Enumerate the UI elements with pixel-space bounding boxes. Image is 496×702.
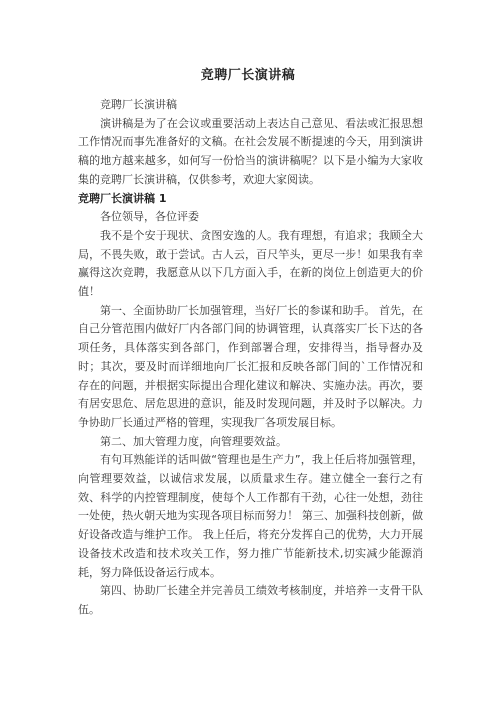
document-body — [78, 96, 423, 620]
paragraph-subtitle: 竞聘厂长演讲稿 — [100, 98, 177, 111]
paragraph-point-two-three: 有句耳熟能详的话叫做“管理也是生产力”，我上任后将加强管理，向管理要效益，以诚信求发展，以质量求生存。建立健全一套行之有效、科学的内控管理制度，使每个人工作都有干劲，心往一处想，劲往一处使，热火朝天地为实现各项目标而努力！ 第三、加强科技创新，做好设备改造与维护工作。 我上任后，将充分发挥自己的优势，大力开展设备技术改造和技术攻关工作，努力推广节能新技术,切实减少能源消耗，努力降低设备运行成本。 — [78, 453, 423, 579]
paragraph-point-two-heading: 第二、加大管理力度，向管理要效益。 — [100, 434, 287, 448]
section-heading: 竞聘厂长演讲稿 1 — [78, 191, 167, 205]
paragraph-intro: 演讲稿是为了在会议或重要活动上表达自己意见、看法或汇报思想工作情况而事先准备好的文稿。在社会发展不断提速的今天，用到演讲稿的地方越来越多，如何写一份恰当的演讲稿呢？以下是小编为大家收集的竞聘厂长演讲稿，仅供参考，欢迎大家阅读。 — [78, 116, 423, 186]
paragraph-point-one: 第一、全面协助厂长加强管理，当好厂长的参谋和助手。 首先，在自己分管范围内做好厂内各部门间的协调管理，认真落实厂长下达的各项任务，具体落实到各部门，作到部署合理，安排得当，指导督办及时；其次，要及时而详细地向厂长汇报和反映各部门间的`工作情况和存在的问题，并根据实际提出合理化建议和解决、实施办法。再次，要有居安思危、居危思进的意识，能及时发现问题，并及时予以解决。力争协助厂长通过严格的管理，实现我厂各项发展目标。 — [78, 303, 423, 429]
paragraph-greeting: 各位领导，各位评委 — [100, 210, 199, 224]
document-title: 竞聘厂长演讲稿 — [200, 68, 296, 83]
paragraph-self-intro: 我不是个安于现状、贪图安逸的人。我有理想，有追求；我顾全大局，不畏失败，敢于尝试。古人云，百尺竿头，更尽一步！如果我有幸赢得这次竞聘，我愿意从以下几方面入手，在新的岗位上创造更大的价值！ — [78, 228, 423, 299]
paragraph-point-four: 第四、协助厂长建全并完善员工绩效考核制度，并培养一支骨干队伍。 — [78, 584, 423, 616]
